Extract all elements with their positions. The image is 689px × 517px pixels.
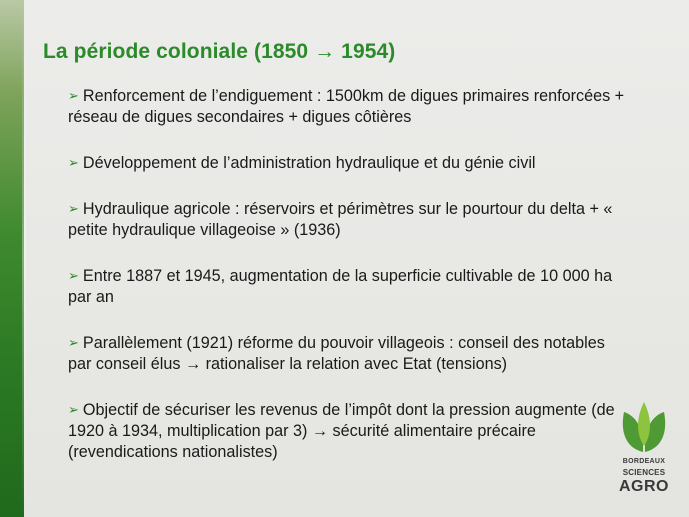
bullet-text: Développement de l’administration hydraulique et du génie civil bbox=[82, 154, 536, 172]
arrow-bullet-icon: ➢ bbox=[68, 201, 79, 216]
bullet-text: Objectif de sécuriser les revenus de l’impôt dont la pression augmente (de 1920 à 1934, multiplication par 3) → sécurité alimentaire précaire (revendications nationalistes) bbox=[68, 401, 615, 461]
bordeaux-sciences-agro-logo bbox=[606, 398, 682, 510]
arrow-bullet-icon: ➢ bbox=[68, 335, 79, 350]
bullet-list bbox=[68, 86, 628, 488]
logo-text-bordeaux: BORDEAUX bbox=[622, 458, 666, 465]
slide-title: La période coloniale (1850 → 1954) bbox=[43, 40, 396, 63]
bullet-item bbox=[68, 400, 628, 463]
bullet-item bbox=[68, 153, 628, 174]
arrow-bullet-icon: ➢ bbox=[68, 268, 79, 283]
bullet-text: Parallèlement (1921) réforme du pouvoir villageois : conseil des notables par conseil élus → rationaliser la relation avec Etat (tensions) bbox=[68, 334, 605, 373]
arrow-bullet-icon: ➢ bbox=[68, 88, 79, 103]
bullet-item bbox=[68, 199, 628, 241]
logo-text-agro: AGRO bbox=[619, 478, 669, 495]
leaf-logo-icon bbox=[618, 398, 670, 454]
bullet-text: Hydraulique agricole : réservoirs et périmètres sur le pourtour du delta + « petite hydraulique villageoise » (1936) bbox=[68, 200, 613, 239]
arrow-bullet-icon: ➢ bbox=[68, 402, 79, 417]
bullet-item bbox=[68, 333, 628, 375]
bullet-item bbox=[68, 266, 628, 308]
logo-text-sciences: SCIENCES bbox=[622, 468, 666, 477]
bullet-item bbox=[68, 86, 628, 128]
bullet-text: Renforcement de l’endiguement : 1500km de digues primaires renforcées + réseau de digues secondaires + digues côtières bbox=[68, 87, 625, 126]
bullet-text: Entre 1887 et 1945, augmentation de la superficie cultivable de 10 000 ha par an bbox=[68, 267, 613, 306]
left-green-bar bbox=[0, 0, 24, 517]
arrow-bullet-icon: ➢ bbox=[68, 155, 79, 170]
